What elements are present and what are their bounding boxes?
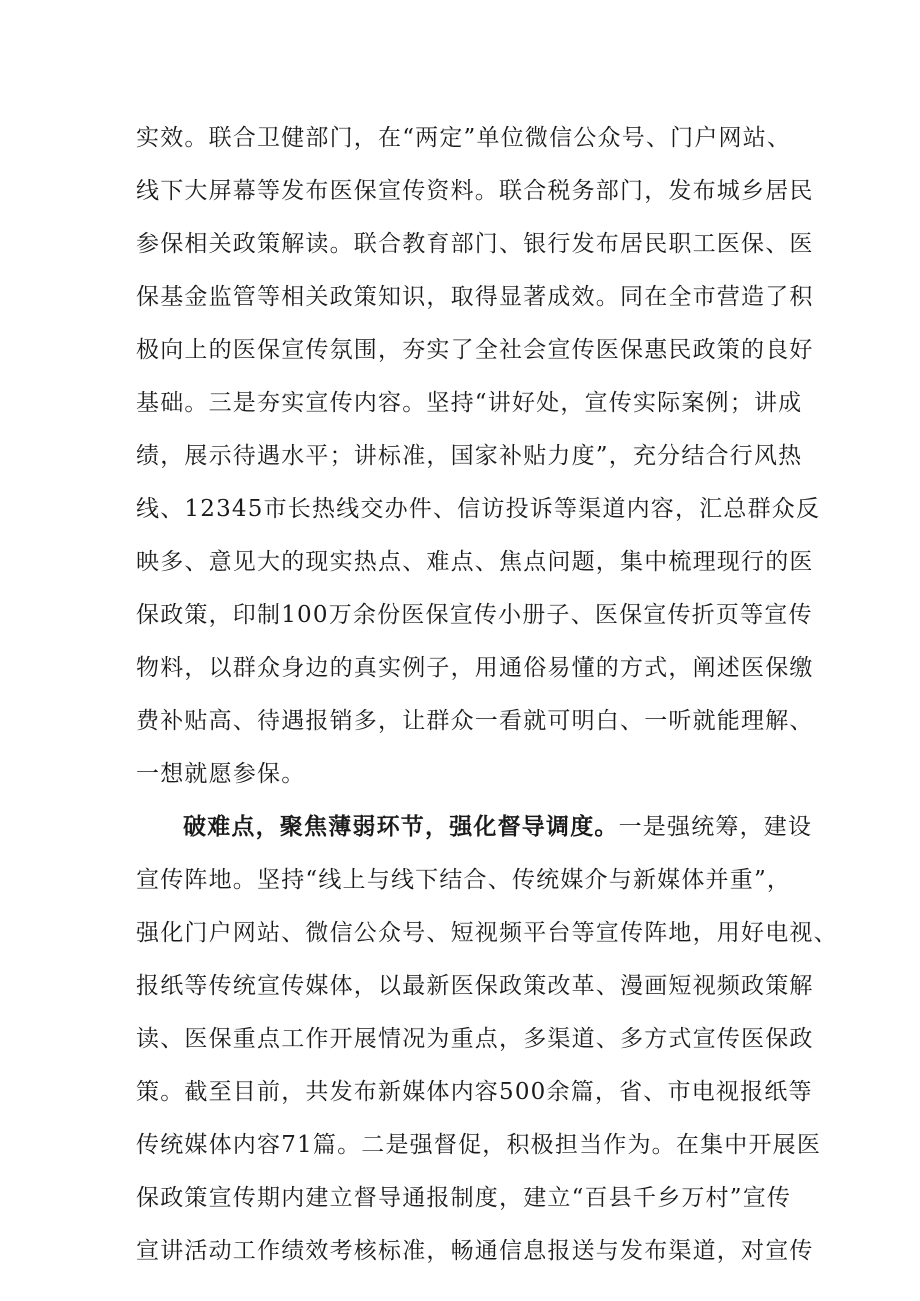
text-line: 绩，展示待遇水平；讲标准，国家补贴力度”，充分结合行风热 [136, 443, 803, 469]
text-line: 宣讲活动工作绩效考核标准，畅通信息报送与发布渠道，对宣传 [136, 1238, 814, 1264]
text-line: 传统媒体内容71篇。二是强督促，积极担当作为。在集中开展医 [136, 1132, 822, 1158]
text-run: 一是强统筹，建设 [618, 814, 813, 840]
text-line: 宣传阵地。坚持“线上与线下结合、传统媒介与新媒体并重”， [136, 867, 792, 893]
text-line: 强化门户网站、微信公众号、短视频平台等宣传阵地，用好电视、 [136, 920, 838, 946]
text-line: 策。截至目前，共发布新媒体内容500余篇，省、市电视报纸等 [136, 1079, 813, 1105]
text-line: 线下大屏幕等发布医保宣传资料。联合税务部门，发布城乡居民 [136, 178, 814, 204]
text-line: 费补贴高、待遇报销多，让群众一看就可明白、一听就能理解、 [136, 708, 814, 734]
text-line: 保政策宣传期内建立督导通报制度，建立“百县千乡万村”宣传 [136, 1185, 792, 1211]
section-heading: 破难点，聚焦薄弱环节，强化督导调度。 [183, 813, 619, 840]
paragraph-first-line [183, 813, 812, 841]
text-line: 基础。三是夯实宣传内容。坚持“讲好处，宣传实际案例；讲成 [136, 390, 803, 416]
text-line: 物料，以群众身边的真实例子，用通俗易懂的方式，阐述医保缴 [136, 655, 814, 681]
text-line: 线、12345市长热线交办件、信访投诉等渠道内容，汇总群众反 [136, 496, 821, 522]
text-line: 参保相关政策解读。联合教育部门、银行发布居民职工医保、医 [136, 231, 814, 257]
text-line: 保基金监管等相关政策知识，取得显著成效。同在全市营造了积 [136, 284, 814, 310]
text-line: 映多、意见大的现实热点、难点、焦点问题，集中梳理现行的医 [136, 549, 814, 575]
text-line: 保政策，印制100万余份医保宣传小册子、医保宣传折页等宣传 [136, 602, 813, 628]
text-line: 实效。联合卫健部门，在“两定”单位微信公众号、门户网站、 [136, 125, 792, 151]
text-line: 极向上的医保宣传氛围，夯实了全社会宣传医保惠民政策的良好 [136, 337, 814, 363]
text-line: 报纸等传统宣传媒体，以最新医保政策改革、漫画短视频政策解 [136, 973, 814, 999]
text-line: 读、医保重点工作开展情况为重点，多渠道、多方式宣传医保政 [136, 1026, 814, 1052]
text-line: 一想就愿参保。 [136, 761, 306, 787]
